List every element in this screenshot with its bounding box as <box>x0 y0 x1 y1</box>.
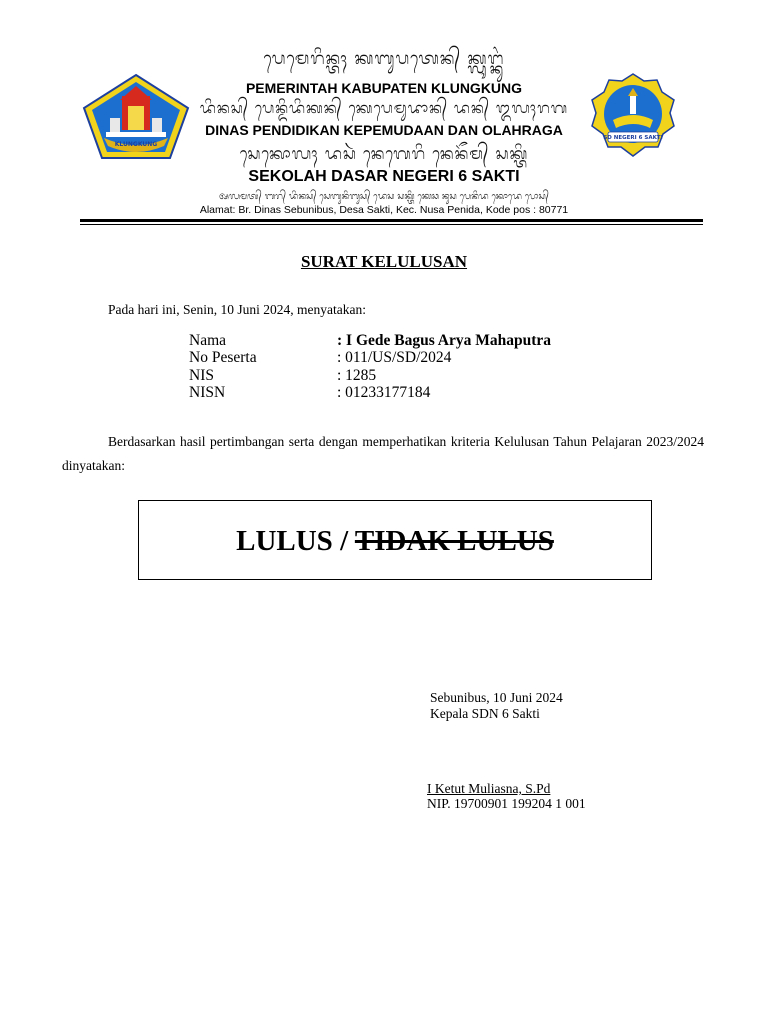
document-title: SURAT KELULUSAN <box>300 252 468 271</box>
balinese-script-department: ᬤᬶᬦᬲ᭄ ᬧᬾᬦ᭄ᬤᬶᬤᬶᬓᬦ᭄ ᬓᬾᬧᬾᬫᬸᬤᬵᬦ᭄ ᬤᬦ᭄ ᬑᬮᬄᬭᬕ <box>199 99 569 117</box>
field-label: No Peserta <box>189 349 257 366</box>
intro-statement: Pada hari ini, Senin, 10 Juni 2024, menyatakan: <box>108 302 366 317</box>
letterhead-divider-thin <box>80 224 703 225</box>
result-fail-struck: TIDAK LULUS <box>354 525 554 557</box>
svg-text:KLUNGKUNG: KLUNGKUNG <box>114 141 158 148</box>
field-label: NISN <box>189 384 226 401</box>
signature-place-date: Sebunibus, 10 Juni 2024 <box>430 690 563 705</box>
school-address: Alamat: Br. Dinas Sebunibus, Desa Sakti, Kec. Nusa Penida, Kode pos : 80771 <box>199 204 569 216</box>
result-statement <box>139 523 651 559</box>
department-heading: DINAS PENDIDIKAN KEPEMUDAAN DAN OLAHRAGA <box>205 122 563 138</box>
field-value: : 011/US/SD/2024 <box>337 349 452 366</box>
signature-position: Kepala SDN 6 Sakti <box>430 706 540 721</box>
field-value: : 1285 <box>337 367 377 384</box>
field-value: : 01233177184 <box>337 384 431 401</box>
result-box <box>138 500 652 580</box>
balinese-script-school: ᬲᬾᬓᭀᬮᬄ ᬤᬲᬃ ᬦᬾᬕᬾᬭᬶ ᬦᬾᬦᭂᬫ᭄ ᬲᬓ᭄ᬢᬶ <box>239 144 529 163</box>
government-heading: PEMERINTAH KABUPATEN KLUNGKUNG <box>245 80 523 96</box>
school-heading: SEKOLAH DASAR NEGERI 6 SAKTI <box>248 168 520 185</box>
result-separator: / <box>332 525 355 557</box>
signatory-nip: NIP. 19700901 199204 1 001 <box>427 796 586 811</box>
signatory-name: I Ketut Muliasna, S.Pd <box>427 781 551 796</box>
balinese-script-address: ᬅᬮᬫᬢ᭄ ᬩᬭ᭄ ᬤᬶᬦᬲ᭄ ᬲᬾᬩᬸᬦᬶᬩᬸᬲ᭄ ᬤᬾᬲ ᬲᬓ᭄ᬢᬶ ᬓᬾᬘ ᬦᬸᬲ ᬧᬾᬦᬶᬤ ᬓᭀᬤᬾ ᬧᭀᬲ᭄ <box>219 192 549 202</box>
result-pass: LULUS <box>236 525 333 557</box>
letterhead-divider-thick <box>80 219 703 222</box>
field-label: Nama <box>189 332 227 349</box>
balinese-script-government: ᬧᬾᬫᬾᬭᬶᬦ᭄ᬢᬄ ᬓᬩᬸᬧᬢᬾᬦ᭄ ᬓ᭄ᬮᬸᬗ᭄ᬓᬸᬂ <box>263 49 505 69</box>
svg-text:SD NEGERI 6 SAKTI: SD NEGERI 6 SAKTI <box>603 135 663 141</box>
decision-paragraph: Berdasarkan hasil pertimbangan serta dengan memperhatikan kriteria Kelulusan Tahun Pelajaran 2023/2024 dinyatakan: <box>62 434 704 473</box>
field-label: NIS <box>189 367 214 384</box>
field-value: : I Gede Bagus Arya Mahaputra <box>337 332 551 349</box>
